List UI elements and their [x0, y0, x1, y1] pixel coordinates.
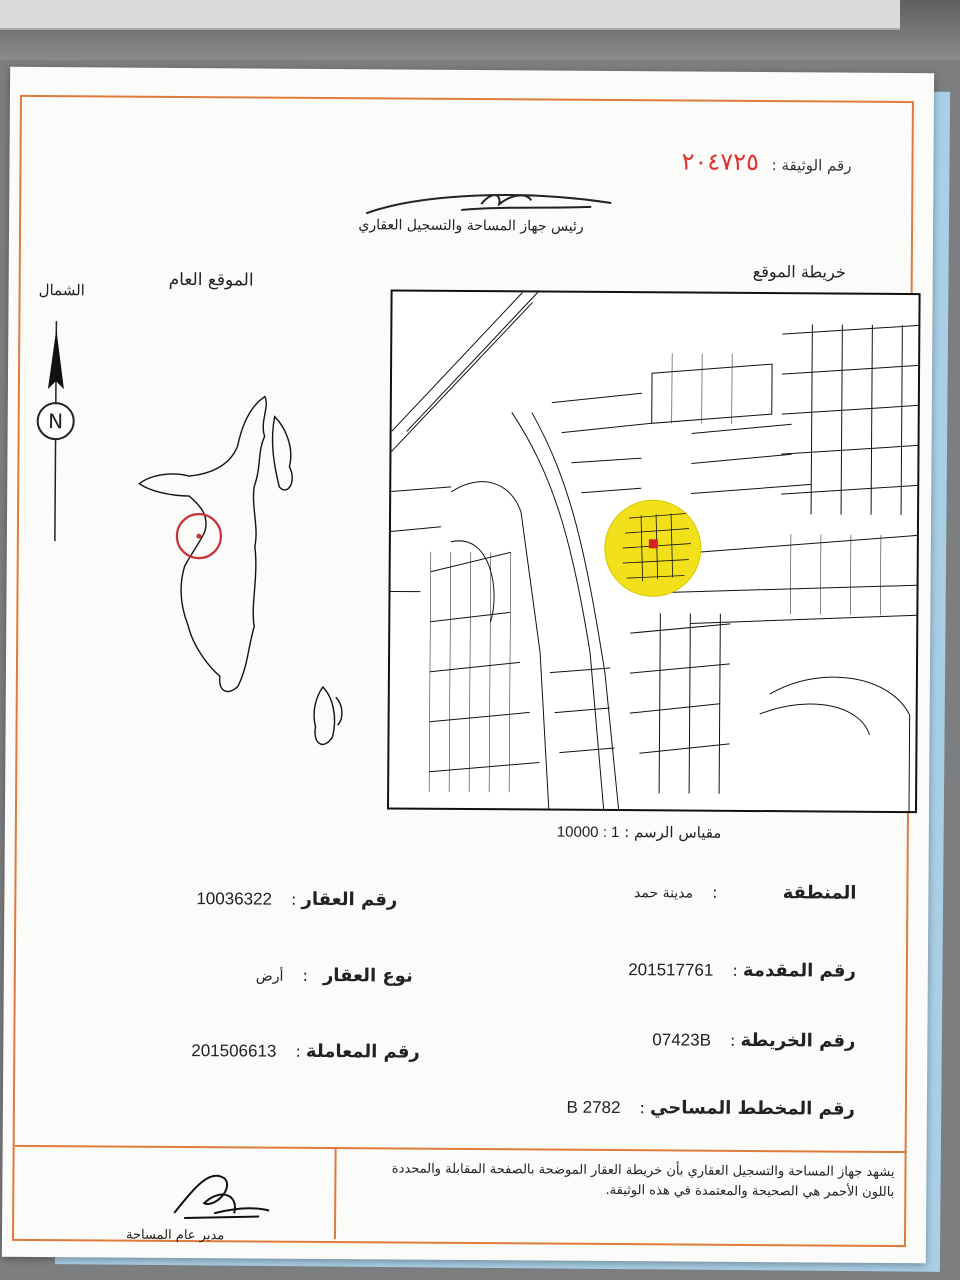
- background-shelf: [0, 0, 900, 30]
- region-value: مدينة حمد: [633, 885, 694, 902]
- site-map: [387, 289, 921, 813]
- property-type-field: نوع العقار : أرض: [255, 964, 413, 987]
- property-number-field: رقم العقار : 10036322: [196, 888, 398, 911]
- property-type-label: نوع العقار: [322, 964, 413, 987]
- footer-column-divider: [334, 1147, 337, 1239]
- scale: [557, 823, 722, 842]
- property-number-label: رقم العقار: [301, 888, 398, 911]
- bahrain-locator-map: [107, 365, 370, 767]
- map-number-field: رقم الخريطة : 07423B: [652, 1029, 856, 1052]
- chief-title: رئيس جهاز المساحة والتسجيل العقاري: [358, 217, 584, 235]
- map-number-label: رقم الخريطة: [740, 1029, 856, 1052]
- document-number-value: ٢٠٤٧٢٥: [681, 147, 760, 177]
- document-frame: [12, 95, 914, 1247]
- region-field: المنطقة : مدينة حمد: [633, 882, 857, 904]
- application-number-value: 201517761: [628, 960, 714, 980]
- general-location-title: الموقع العام: [168, 269, 254, 291]
- survey-plan-value: 2782 B: [566, 1097, 621, 1118]
- manager-signature-icon: [164, 1158, 274, 1229]
- north-arrow-icon: [33, 311, 79, 551]
- document-page: [2, 67, 934, 1263]
- property-type-value: أرض: [255, 968, 284, 985]
- manager-title: مدير عام المساحة: [125, 1227, 225, 1244]
- scale-label: مقياس الرسم :: [624, 823, 722, 842]
- document-number: [681, 147, 851, 176]
- survey-plan-field: رقم المخطط المساحي : 2782 B: [566, 1097, 855, 1120]
- site-map-title: خريطة الموقع: [752, 261, 846, 282]
- map-number-value: 07423B: [652, 1030, 712, 1050]
- signature-icon: [361, 163, 621, 225]
- property-number-value: 10036322: [196, 889, 273, 909]
- footer-divider: [15, 1145, 905, 1153]
- certification-text: يشهد جهاز المساحة والتسجيل العقاري بأن خريطة العقار الموضحة بالصفحة المقابلة والمحددة باللون الأحمر هي الصحيحة والمعتمدة في هذه الوثيقة.: [391, 1161, 895, 1200]
- transaction-number-field: رقم المعاملة : 201506613: [191, 1040, 420, 1063]
- application-number-field: رقم المقدمة : 201517761: [628, 959, 856, 982]
- document-number-label: رقم الوثيقة :: [771, 156, 852, 175]
- parcel-marker: [649, 539, 658, 548]
- application-number-label: رقم المقدمة: [742, 959, 856, 982]
- scale-value: 1 : 10000: [556, 823, 620, 842]
- north-label: الشمال: [38, 280, 85, 300]
- transaction-number-value: 201506613: [191, 1041, 277, 1061]
- transaction-number-label: رقم المعاملة: [305, 1040, 420, 1063]
- survey-plan-label: رقم المخطط المساحي: [649, 1097, 855, 1120]
- region-label: المنطقة: [782, 882, 857, 904]
- north-letter: N: [48, 409, 64, 434]
- site-map-drawing: [389, 291, 921, 813]
